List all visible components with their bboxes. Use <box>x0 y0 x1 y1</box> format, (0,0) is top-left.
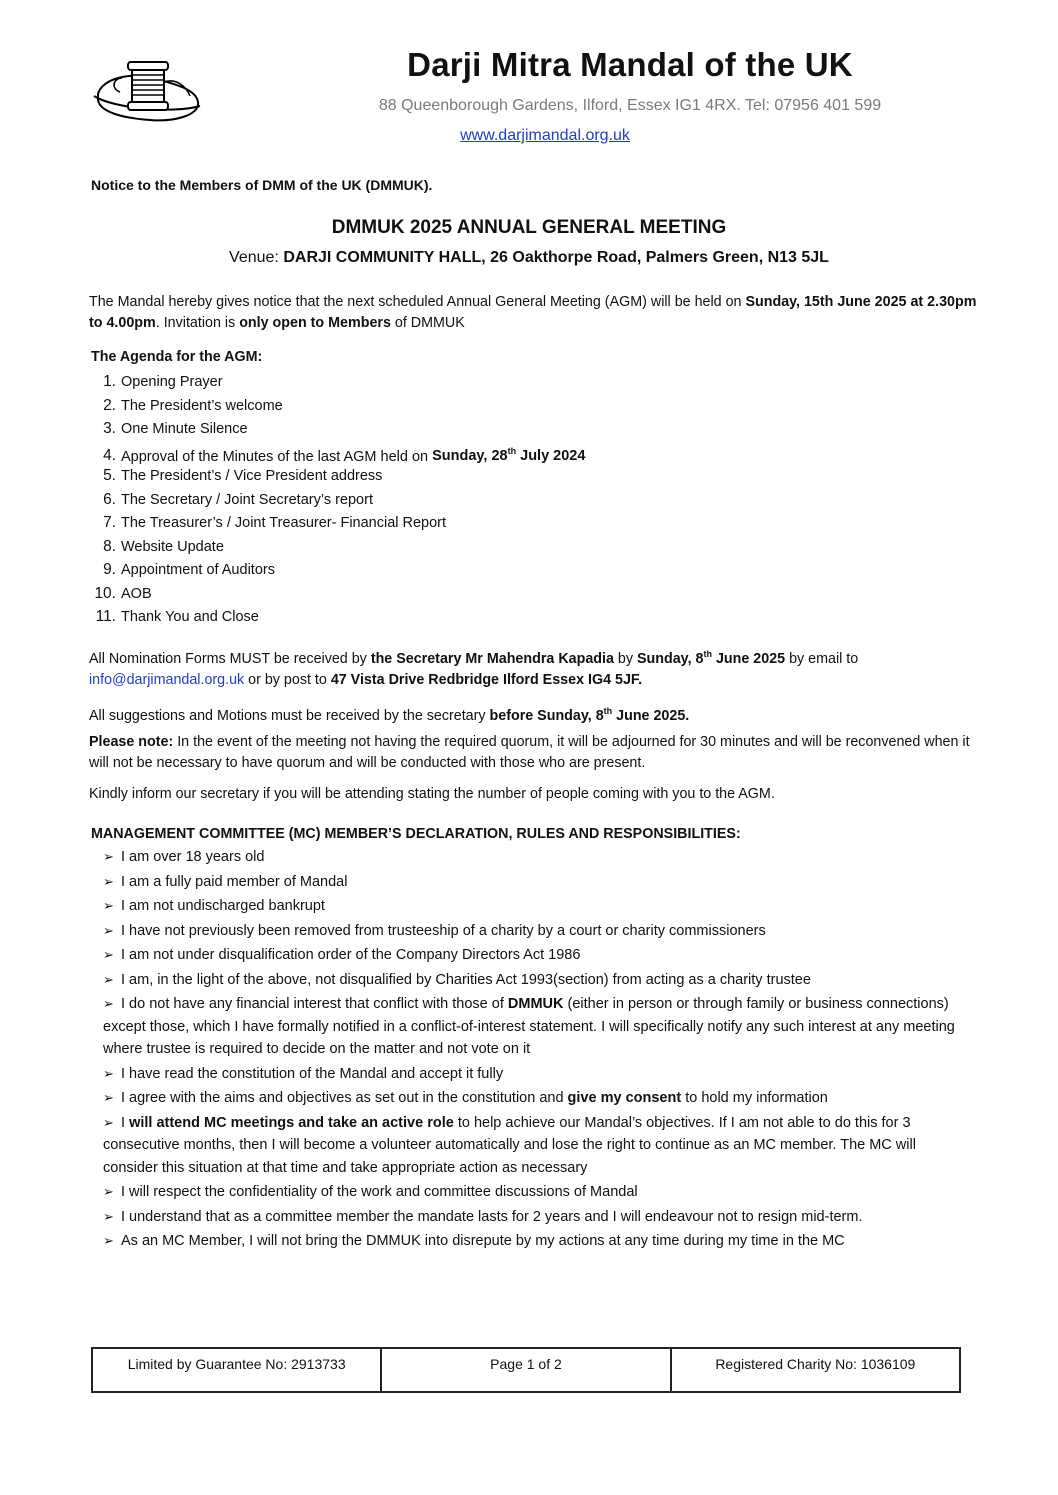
agenda-item <box>90 511 585 535</box>
declaration-text: to hold my information <box>681 1090 828 1106</box>
agenda-item-text: The President’s welcome <box>121 397 283 414</box>
agenda-item-number: 3. <box>103 420 116 437</box>
venue-label: Venue: <box>229 249 284 266</box>
intro-text: . Invitation is <box>155 315 240 331</box>
org-name: Darji Mitra Mandal of the UK <box>407 46 853 83</box>
agenda-item <box>90 417 585 441</box>
footer-charity: Registered Charity No: 1036109 <box>715 1356 916 1372</box>
arrow-bullet-icon: ➢ <box>103 1114 114 1130</box>
arrow-bullet-icon: ➢ <box>103 996 114 1011</box>
agenda-heading: The Agenda for the AGM: <box>91 349 263 365</box>
declaration-emphasis: DMMUK <box>507 996 564 1012</box>
declaration-item <box>103 1063 973 1086</box>
declaration-item <box>103 1206 973 1229</box>
declaration-text: I am not under disqualification order of the Company Directors Act 1986 <box>121 947 581 963</box>
agenda-item-text: AOB <box>121 585 152 602</box>
declaration-item <box>103 895 973 918</box>
declaration-text: I am not undischarged bankrupt <box>121 898 325 914</box>
agenda-item-number: 8. <box>103 537 116 555</box>
declaration-emphasis: give my consent <box>567 1090 682 1106</box>
suggestions-paragraph <box>89 701 979 727</box>
agenda-item <box>90 535 585 559</box>
declaration-item <box>103 846 973 869</box>
postal-address: 47 Vista Drive Redbridge Ilford Essex IG4 5JF. <box>330 671 643 688</box>
declaration-text: I will respect the confidentiality of the work and committee discussions of Mandal <box>121 1184 638 1200</box>
declaration-item <box>103 871 973 894</box>
declaration-item <box>103 1230 973 1253</box>
agenda-item-text: Website Update <box>121 538 224 555</box>
agenda-item-number: 2. <box>103 396 116 414</box>
agenda-item-number: 9. <box>103 561 116 578</box>
agenda-item-number: 6. <box>103 490 116 508</box>
agenda-item <box>90 605 585 629</box>
nominations-paragraph <box>89 644 979 691</box>
footer-guarantee: Limited by Guarantee No: 2913733 <box>93 1349 382 1391</box>
website-link[interactable]: www.darjimandal.org.uk <box>460 127 630 144</box>
arrow-bullet-icon: ➢ <box>103 849 114 864</box>
kindly-inform-paragraph: Kindly inform our secretary if you will be attending stating the number of people coming with you to the AGM. <box>89 786 775 802</box>
intro-text: of DMMUK <box>390 315 465 331</box>
please-note-paragraph <box>89 732 979 774</box>
declaration-item <box>103 993 973 1061</box>
declaration-text: I agree with the aims and objectives as set out in the constitution and <box>121 1090 568 1106</box>
email-link[interactable]: info@darjimandal.org.uk <box>89 671 245 688</box>
org-address: 88 Queenborough Gardens, Ilford, Essex IG1 4RX. Tel: 07956 401 599 <box>378 97 882 114</box>
agenda-item <box>90 582 585 606</box>
arrow-bullet-icon: ➢ <box>103 947 114 962</box>
arrow-bullet-icon: ➢ <box>103 898 114 913</box>
meeting-date: Sunday, 15th June 2025 at 2.30pm to 4.00pm <box>89 294 977 331</box>
arrow-bullet-icon: ➢ <box>103 922 114 938</box>
footer-page-number: Page 1 of 2 <box>382 1349 671 1391</box>
declaration-text: I am, in the light of the above, not disqualified by Charities Act 1993(section) from acting as a charity trustee <box>121 971 811 988</box>
declaration-list <box>103 846 973 1255</box>
agenda-item <box>90 394 585 418</box>
intro-paragraph <box>89 292 979 334</box>
notice-line: Notice to the Members of DMM of the UK (DMMUK). <box>91 177 433 193</box>
nom-text: or by post to <box>244 671 331 688</box>
declaration-item <box>103 944 973 967</box>
agenda-item-text: The Secretary / Joint Secretary’s report <box>121 491 373 508</box>
arrow-bullet-icon: ➢ <box>103 873 114 889</box>
declaration-emphasis: will attend MC meetings and take an active role <box>129 1114 454 1131</box>
nom-text: All Nomination Forms MUST be received by <box>89 650 371 667</box>
members-only: only open to Members <box>239 315 391 331</box>
declaration-text: I <box>121 1114 130 1131</box>
declaration-text: I understand that as a committee member the mandate lasts for 2 years and I will endeavour not to resign mid-term. <box>121 1208 863 1225</box>
nom-text: by email to <box>785 650 859 667</box>
agenda-item-text: The Treasurer’s / Joint Treasurer- Financial Report <box>121 515 447 531</box>
declaration-item <box>103 920 973 943</box>
agenda-item-number: 11. <box>95 608 116 625</box>
sugg-text: All suggestions and Motions must be received by the secretary <box>89 707 490 724</box>
agenda-item <box>90 370 585 394</box>
agenda-item-number: 7. <box>103 514 116 531</box>
agenda-item <box>90 558 585 582</box>
footer-table <box>91 1347 961 1393</box>
arrow-bullet-icon: ➢ <box>103 1090 114 1105</box>
agenda-item-text: The President’s / Vice President address <box>121 468 383 484</box>
agenda-item-number: 5. <box>103 467 116 484</box>
declaration-item <box>103 969 973 992</box>
declaration-text: I have not previously been removed from trusteeship of a charity by a court or charity commissioners <box>121 922 766 939</box>
agenda-item <box>90 464 585 488</box>
arrow-bullet-icon: ➢ <box>103 971 114 987</box>
agenda-item-text: Thank You and Close <box>121 609 259 625</box>
agenda-item-number: 1. <box>103 373 116 390</box>
please-note-label: Please note: <box>89 734 174 750</box>
declaration-text: I am over 18 years old <box>121 849 265 865</box>
agenda-item-text: Approval of the Minutes of the last AGM held on <box>121 448 433 465</box>
nom-text: by <box>613 650 637 667</box>
venue-place: DARJI COMMUNITY HALL, 26 Oakthorpe Road, Palmers Green, N13 5JL <box>283 249 829 266</box>
nom-deadline: Sunday, 8th June 2025 <box>637 649 786 667</box>
agenda-item-number: 4. <box>103 447 116 465</box>
declaration-item <box>103 1181 973 1204</box>
thread-spool-icon <box>92 48 204 126</box>
declaration-item <box>103 1087 973 1110</box>
agenda-item <box>90 441 585 465</box>
declaration-text: I do not have any financial interest that conflict with those of <box>121 996 508 1012</box>
secretary-name: the Secretary Mr Mahendra Kapadia <box>370 650 614 667</box>
arrow-bullet-icon: ➢ <box>103 1184 114 1199</box>
agenda-item <box>90 488 585 512</box>
declaration-text: (either in person or through family or business connections) except those, which I have formally notified in a conflict-of-interest statement. I will specifically notify any such interest at any meeting where trustee is required to decide on the matter and not vote on it <box>103 996 955 1057</box>
agenda-list <box>90 370 585 629</box>
arrow-bullet-icon: ➢ <box>103 1065 114 1081</box>
arrow-bullet-icon: ➢ <box>103 1233 114 1248</box>
declaration-text: I am a fully paid member of Mandal <box>121 873 348 890</box>
arrow-bullet-icon: ➢ <box>103 1208 114 1224</box>
agenda-item-text: One Minute Silence <box>121 421 248 437</box>
mc-heading: MANAGEMENT COMMITTEE (MC) MEMBER’S DECLARATION, RULES AND RESPONSIBILITIES: <box>91 826 741 842</box>
declaration-text: I have read the constitution of the Mandal and accept it fully <box>121 1065 504 1082</box>
declaration-text: As an MC Member, I will not bring the DMMUK into disrepute by my actions at any time during my time in the MC <box>121 1233 845 1249</box>
agenda-item-text: Appointment of Auditors <box>121 562 275 578</box>
sugg-deadline: before Sunday, 8th June 2025. <box>489 706 690 724</box>
agenda-item-number: 10. <box>94 584 116 602</box>
declaration-item <box>103 1112 973 1180</box>
venue-line <box>0 249 1058 267</box>
intro-text: The Mandal hereby gives notice that the next scheduled Annual General Meeting (AGM) will be held on <box>89 294 746 310</box>
meeting-title: DMMUK 2025 ANNUAL GENERAL MEETING <box>331 217 727 238</box>
agenda-item-text: Opening Prayer <box>121 374 223 390</box>
please-note-text: In the event of the meeting not having the required quorum, it will be adjourned for 30 minutes and will be reconvened when it will not be necessary to have quorum and will be conducted with those who are present. <box>89 734 970 771</box>
declaration-text: to help achieve our Mandal’s objectives. If I am not able to do this for 3 consecutive months, then I will become a volunteer automatically and lose the right to continue as an MC member. The MC will consider this situation at that time and take appropriate action as necessary <box>103 1114 916 1176</box>
agenda-item-date: Sunday, 28th July 2024 <box>432 446 586 465</box>
